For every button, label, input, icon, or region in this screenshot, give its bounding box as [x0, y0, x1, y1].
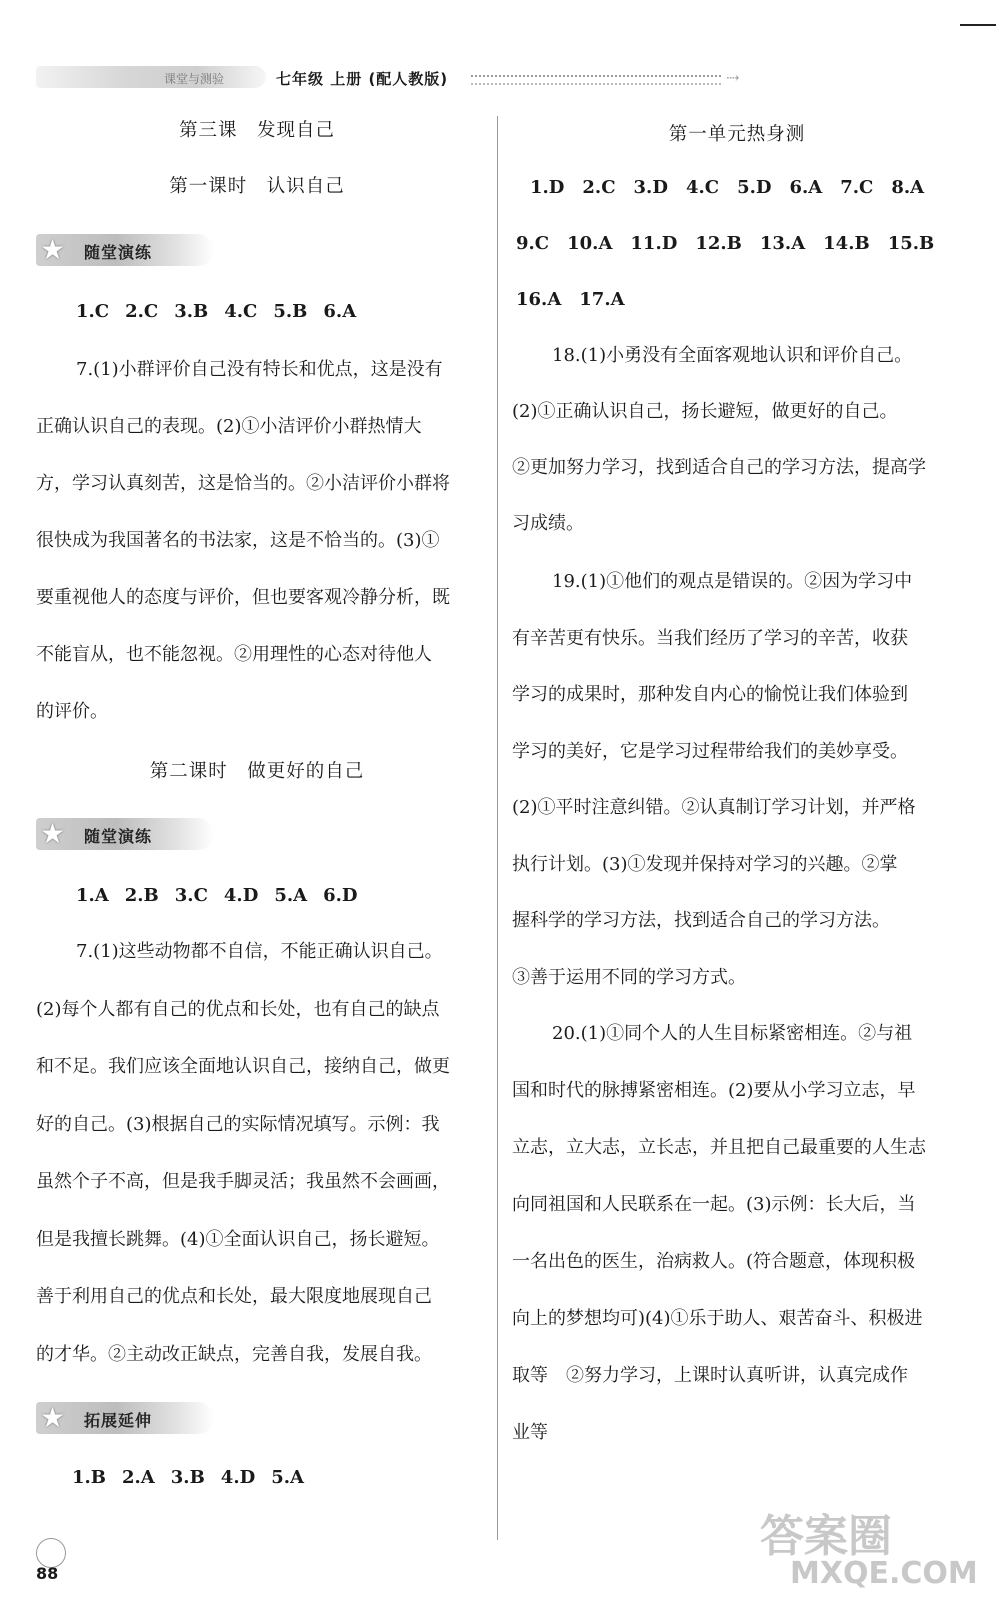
text-line: 业等: [512, 1422, 548, 1443]
answer-item: 10.A: [567, 233, 613, 254]
answer-item: 3.D: [633, 177, 668, 198]
answer-item: 4.C: [685, 177, 720, 198]
text-line: 正确认识自己的表现。(2)①小洁评价小群热情大: [36, 416, 422, 437]
unit-test-title: 第一单元热身测: [668, 124, 806, 145]
band-label: 拓展延伸: [84, 1411, 153, 1430]
text-line: 好的自己。(3)根据自己的实际情况填写。示例：我: [36, 1113, 440, 1135]
star-icon: ★: [40, 817, 66, 850]
answer-item: 4.C: [224, 301, 258, 322]
text-line: 方，学习认真刻苦，这是恰当的。②小洁评价小群将: [36, 473, 450, 494]
p2-answers: [76, 884, 373, 908]
answer-item: 8.A: [891, 177, 925, 198]
section-band-practice-1: [36, 234, 214, 266]
answer-item: 4.D: [223, 885, 259, 906]
text-line: (2)①平时注意纠错。②认真制订学习计划，并严格: [512, 797, 916, 818]
answer-item: 12.B: [695, 233, 742, 254]
text-line: ③善于运用不同的学习方式。: [512, 966, 746, 988]
text-line: 的才华。②主动改正缺点，完善自我，发展自我。: [36, 1343, 432, 1365]
answer-item: 11.D: [630, 233, 678, 254]
text-line: 立志，立大志，立长志，并且把自己最重要的人生志: [512, 1137, 926, 1158]
star-icon: ★: [40, 233, 66, 266]
answer-item: 7.C: [840, 177, 874, 198]
answers-row-2: [516, 232, 952, 256]
top-rule: [960, 24, 996, 26]
answer-item: 9.C: [516, 233, 550, 254]
answer-item: 4.D: [220, 1467, 256, 1488]
text-line: 取等 ②努力学习，上课时认真听讲，认真完成作: [512, 1365, 908, 1386]
answer-item: 6.A: [323, 301, 357, 322]
text-line: 18.(1)小勇没有全面客观地认识和评价自己。: [552, 345, 913, 366]
answer-item: 13.A: [759, 233, 806, 254]
text-line: 向上的梦想均可)(4)①乐于助人、艰苦奋斗、积极进: [512, 1308, 923, 1329]
text-line: 有辛苦更有快乐。当我们经历了学习的辛苦，收获: [512, 627, 908, 649]
answer-item: 3.B: [170, 1467, 205, 1488]
answer-item: 3.B: [174, 301, 209, 322]
text-line: 7.(1)小群评价自己没有特长和优点，这是没有: [76, 359, 443, 380]
answers-row-3: [516, 288, 643, 312]
answer-item: 6.A: [789, 177, 823, 198]
arrow-icon: ⇢: [726, 68, 740, 87]
text-line: 善于利用自己的优点和长处，最大限度地展现自己: [36, 1286, 432, 1307]
star-icon: ★: [40, 1401, 66, 1434]
section-band-practice-2: [36, 818, 214, 850]
watermark: [700, 1500, 978, 1591]
text-line: 很快成为我国著名的书法家，这是不恰当的。(3)①: [36, 530, 440, 551]
watermark-line1: 答案圈: [760, 1511, 892, 1562]
right-column: [512, 0, 962, 1600]
text-line: 向同祖国和人民联系在一起。(3)示例：长大后，当: [512, 1194, 916, 1215]
header-grade: 七年级 上册 (配人教版): [276, 70, 449, 88]
text-line: 虽然个子不高，但是我手脚灵活；我虽然不会画画，: [36, 1171, 450, 1192]
answer-item: 1.C: [76, 301, 110, 322]
text-line: 不能盲从，也不能忽视。②用理性的心态对待他人: [36, 644, 432, 665]
band-label: 随堂演练: [84, 243, 153, 262]
answer-item: 14.B: [823, 233, 870, 254]
answer-item: 1.B: [72, 1467, 107, 1488]
answer-item: 2.A: [122, 1467, 155, 1488]
text-line: 但是我擅长跳舞。(4)①全面认识自己，扬长避短。: [36, 1228, 440, 1250]
text-line: 学习的成果时，那种发自内心的愉悦让我们体验到: [512, 684, 908, 705]
lesson-title: 第三课 发现自己: [178, 120, 335, 141]
answer-item: 16.A: [516, 289, 562, 310]
text-line: 20.(1)①同个人的人生目标紧密相连。②与祖: [552, 1023, 913, 1044]
p3-answers: [72, 1466, 320, 1490]
answers-row-1: [530, 176, 942, 200]
text-line: (2)①正确认识自己，扬长避短，做更好的自己。: [512, 401, 898, 422]
answer-item: 2.B: [124, 885, 159, 906]
column-divider: [497, 116, 498, 1540]
text-line: 学习的美好，它是学习过程带给我们的美妙享受。: [512, 740, 908, 762]
text-line: 7.(1)这些动物都不自信，不能正确认识自己。: [76, 941, 443, 962]
period2-title: 第二课时 做更好的自己: [149, 761, 365, 782]
answer-item: 2.C: [125, 301, 159, 322]
text-line: (2)每个人都有自己的优点和长处，也有自己的缺点: [36, 998, 440, 1020]
period1-title: 第一课时 认识自己: [169, 176, 345, 197]
section-band-extension: [36, 1402, 214, 1434]
p1-answers: [76, 300, 372, 324]
text-line: 的评价。: [36, 701, 108, 722]
text-line: 执行计划。(3)①发现并保持对学习的兴趣。②掌: [512, 853, 898, 875]
answer-item: 15.B: [887, 233, 935, 254]
watermark-line2: MXQE.COM: [790, 1556, 978, 1591]
answer-item: 5.A: [271, 1467, 304, 1488]
answer-item: 5.A: [274, 885, 308, 906]
header-brand: 课堂与测验: [164, 72, 225, 86]
text-line: 和不足。我们应该全面地认识自己，接纳自己，做更: [36, 1056, 450, 1077]
answer-item: 5.D: [737, 177, 772, 198]
text-line: 国和时代的脉搏紧密相连。(2)要从小学习立志，早: [512, 1080, 916, 1101]
answer-item: 17.A: [579, 289, 625, 310]
answer-item: 3.C: [174, 885, 208, 906]
page-number: 88: [36, 1564, 59, 1583]
answer-item: 1.D: [530, 177, 565, 198]
band-label: 随堂演练: [84, 827, 153, 846]
answer-item: 5.B: [273, 301, 308, 322]
answer-item: 6.D: [323, 885, 358, 906]
answer-item: 2.C: [582, 177, 616, 198]
text-line: ②更加努力学习，找到适合自己的学习方法，提高学: [512, 457, 926, 478]
text-line: 握科学的学习方法，找到适合自己的学习方法。: [512, 910, 890, 931]
answer-item: 1.A: [76, 885, 109, 906]
left-column: [36, 0, 478, 1600]
text-line: 一名出色的医生，治病救人。(符合题意，体现积极: [512, 1251, 916, 1272]
text-line: 习成绩。: [512, 513, 584, 534]
text-line: 要重视他人的态度与评价，但也要客观冷静分析，既: [36, 587, 450, 608]
text-line: 19.(1)①他们的观点是错误的。②因为学习中: [552, 571, 913, 592]
